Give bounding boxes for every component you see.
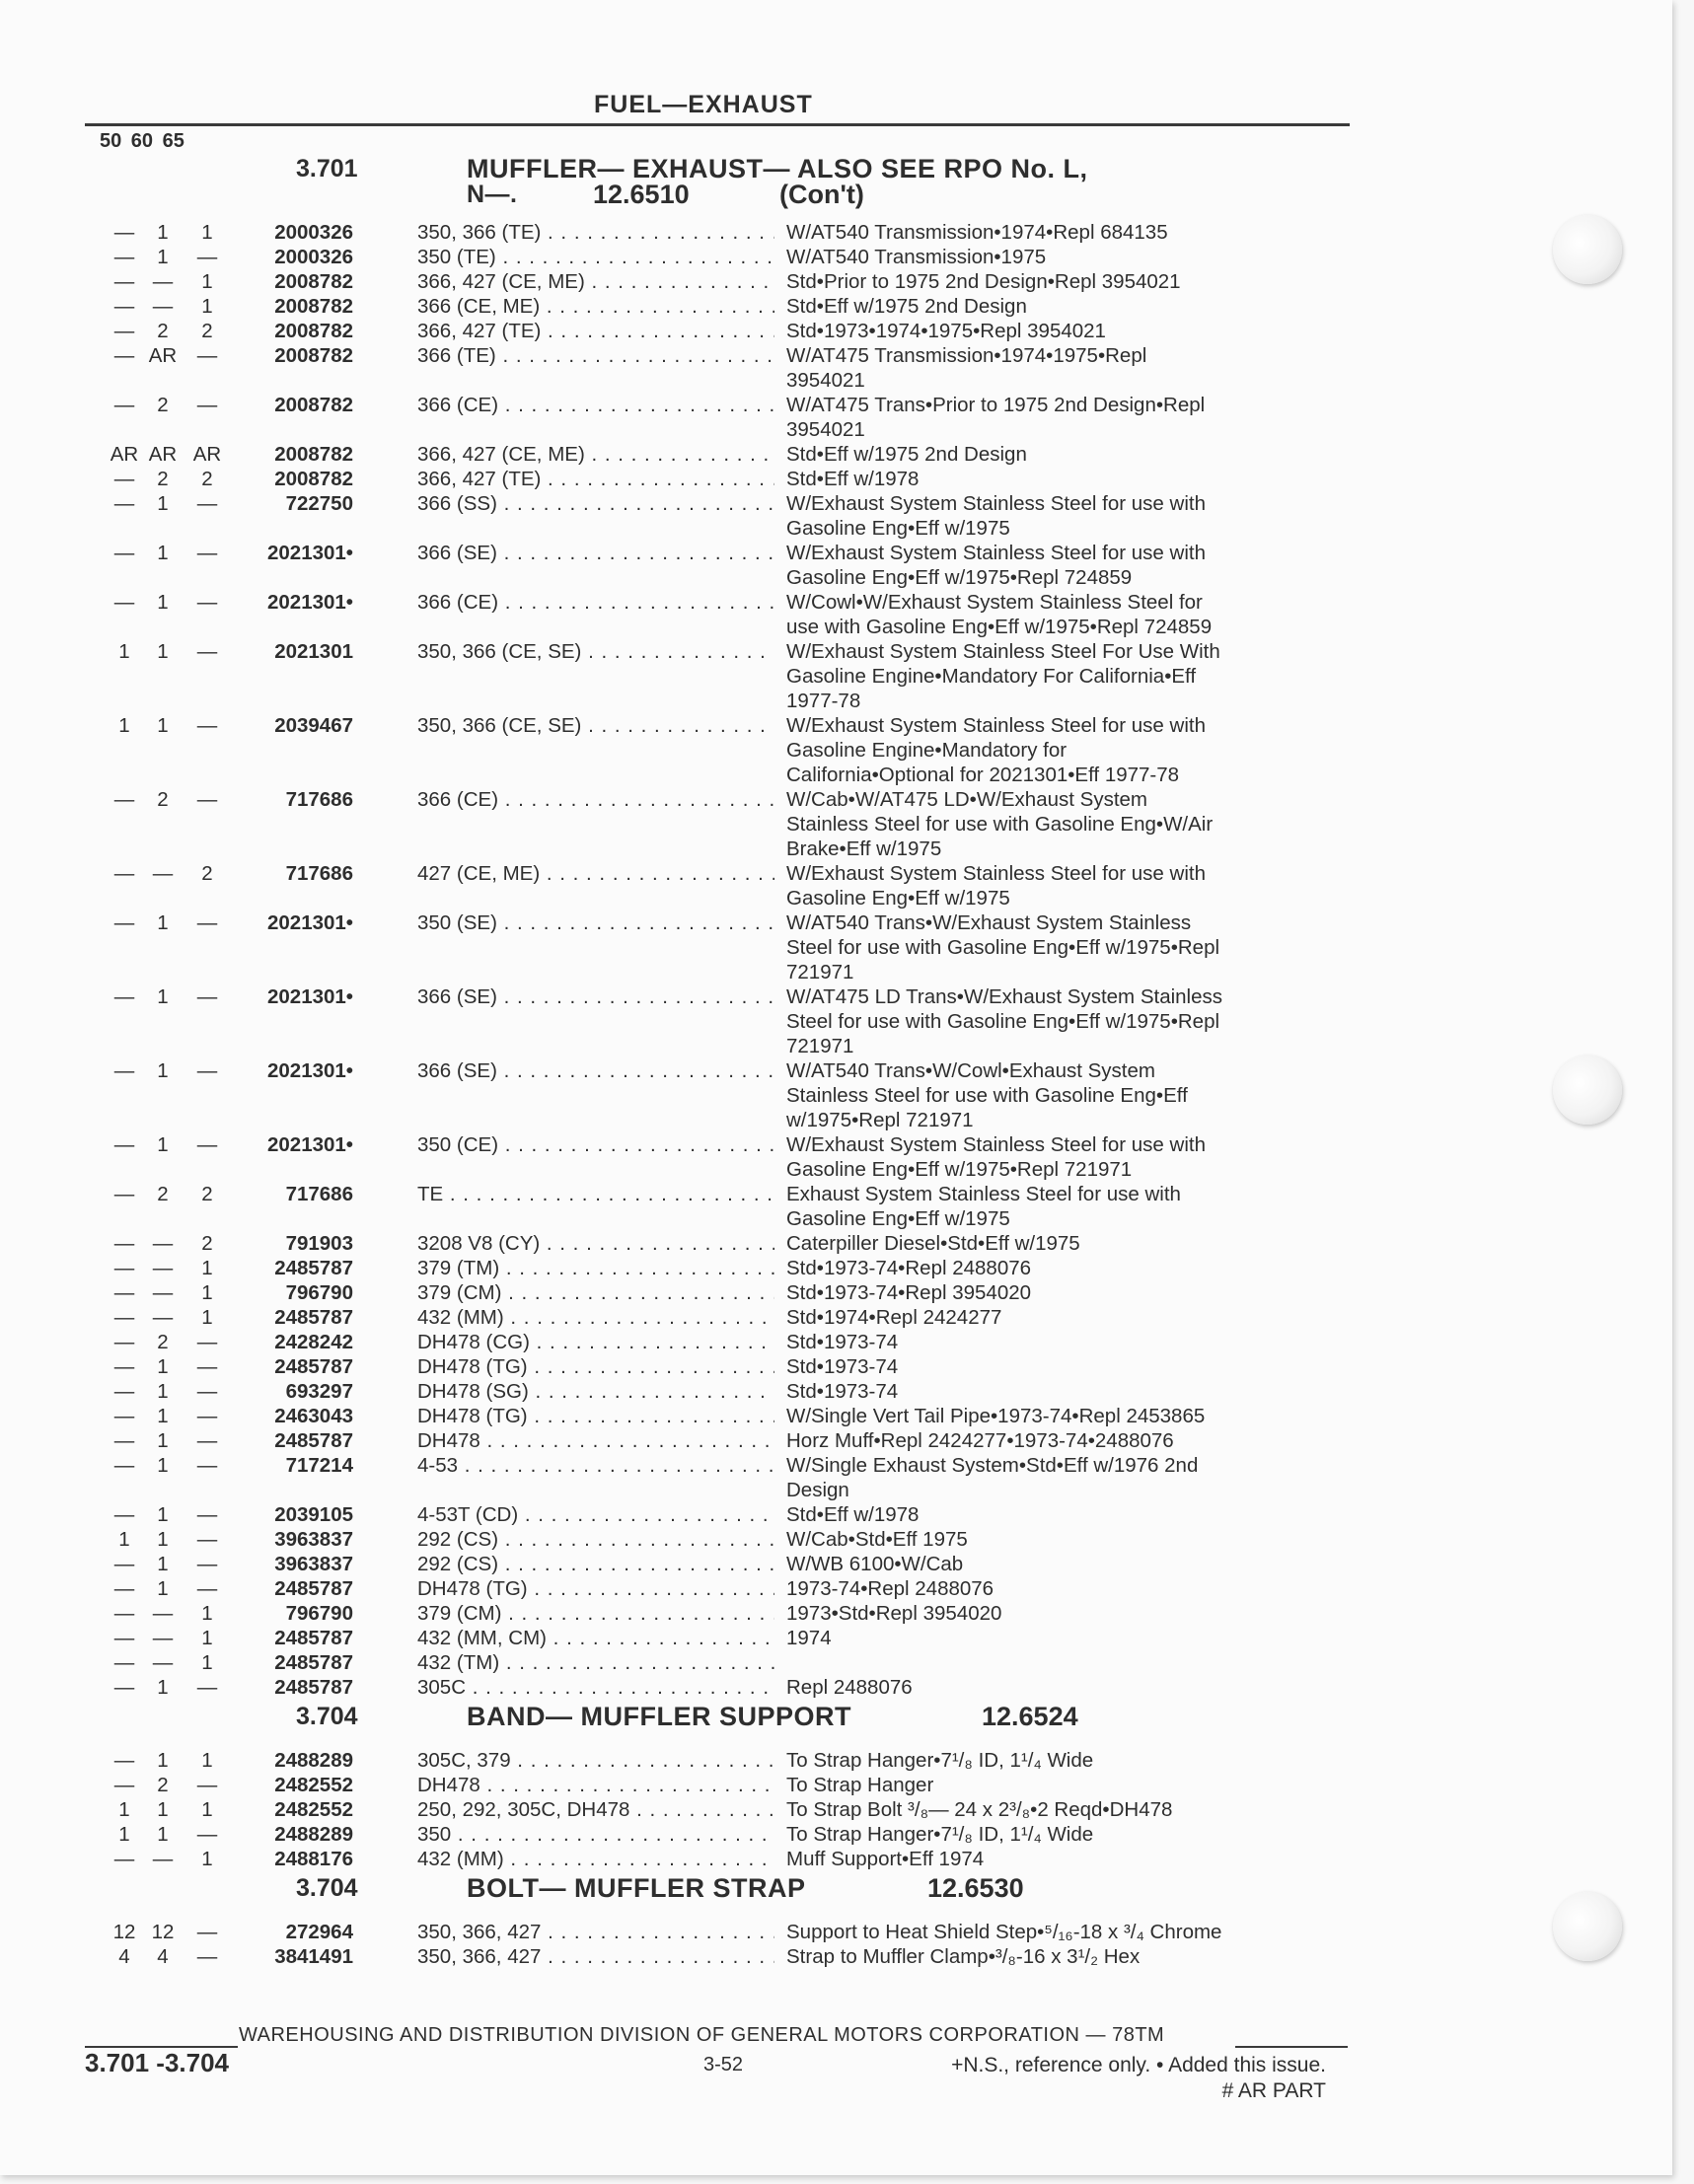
section-title: BAND— MUFFLER SUPPORT bbox=[467, 1702, 851, 1731]
quantity-cell: — bbox=[113, 1405, 135, 1427]
application: 292 (CS) . . . bbox=[417, 1552, 774, 1576]
application: 432 (TM) . . . bbox=[417, 1650, 774, 1675]
quantity-cell: 1 bbox=[157, 1429, 169, 1452]
application: 4-53T (CD) . . . bbox=[417, 1502, 774, 1527]
quantity-cell: — bbox=[196, 1355, 218, 1378]
quantity-cell: 1 bbox=[201, 270, 213, 293]
application: 432 (MM, CM) . . . bbox=[417, 1626, 774, 1650]
quantity-cell: — bbox=[196, 1676, 218, 1699]
application: 350 (SE) . . . bbox=[417, 910, 774, 935]
header-rule bbox=[85, 123, 1350, 126]
quantity-cell: AR bbox=[148, 344, 178, 367]
application: 350, 366, 427 . . . bbox=[417, 1920, 774, 1944]
part-number: 2488176 bbox=[274, 1848, 353, 1870]
quantity-cell: — bbox=[196, 1945, 218, 1968]
part-number: 693297 bbox=[285, 1380, 353, 1403]
quantity-cell: — bbox=[113, 1454, 135, 1477]
part-number: 3963837 bbox=[274, 1528, 353, 1551]
application: 366 (TE) . . . bbox=[417, 343, 774, 368]
quantity-cell: 1 bbox=[157, 246, 169, 268]
application: DH478 (TG) . . . bbox=[417, 1576, 774, 1601]
quantity-cell: — bbox=[196, 1454, 218, 1477]
part-number: 2485787 bbox=[274, 1651, 353, 1674]
quantity-cell: 1 bbox=[157, 1528, 169, 1551]
quantity-cell: — bbox=[152, 862, 174, 885]
application: 305C, 379 . . . bbox=[417, 1748, 774, 1773]
part-number: 2485787 bbox=[274, 1257, 353, 1279]
part-number: 2021301 bbox=[274, 640, 353, 663]
part-number: 2008782 bbox=[274, 295, 353, 318]
application: 366, 427 (CE, ME) . . . bbox=[417, 269, 774, 294]
application: 366 (CE) . . . bbox=[417, 787, 774, 812]
application: 250, 292, 305C, DH478 . . . bbox=[417, 1797, 774, 1822]
quantity-cell: — bbox=[196, 1331, 218, 1353]
quantity-cell: AR bbox=[192, 443, 222, 466]
quantity-cell: — bbox=[113, 1133, 135, 1156]
application: 366, 427 (TE) . . . bbox=[417, 319, 774, 343]
description: 1973-74•Repl 2488076 bbox=[786, 1577, 994, 1600]
quantity-cell: — bbox=[196, 640, 218, 663]
part-number: 2021301• bbox=[267, 911, 353, 934]
quantity-cell: — bbox=[196, 1774, 218, 1796]
quantity-cell: 1 bbox=[118, 640, 130, 663]
description: W/Single Exhaust System•Std•Eff w/1976 2nd Design bbox=[786, 1454, 1199, 1501]
quantity-cell: 1 bbox=[201, 221, 213, 244]
quantity-cell: — bbox=[113, 295, 135, 318]
footer-section-range: 3.701 -3.704 bbox=[85, 2048, 230, 2077]
quantity-cell: 1 bbox=[157, 714, 169, 737]
quantity-cell: 1 bbox=[157, 492, 169, 515]
quantity-cell: — bbox=[113, 492, 135, 515]
quantity-cell: — bbox=[113, 246, 135, 268]
quantity-cell: 1 bbox=[157, 1355, 169, 1378]
quantity-cell: 4 bbox=[157, 1945, 169, 1968]
quantity-cell: 2 bbox=[201, 1183, 213, 1205]
part-number: 2008782 bbox=[274, 320, 353, 342]
quantity-cell: 1 bbox=[157, 1823, 169, 1846]
quantity-cell: — bbox=[113, 1651, 135, 1674]
quantity-cell: — bbox=[196, 714, 218, 737]
quantity-cell: — bbox=[152, 1651, 174, 1674]
part-number: 2463043 bbox=[274, 1405, 353, 1427]
footer-ar-note: # AR PART bbox=[1221, 2079, 1326, 2102]
part-number: 2000326 bbox=[274, 221, 353, 244]
quantity-cell: — bbox=[113, 862, 135, 885]
application: 366 (CE) . . . bbox=[417, 393, 774, 417]
quantity-cell: 1 bbox=[157, 985, 169, 1008]
part-number: 2021301• bbox=[267, 542, 353, 564]
application: 427 (CE, ME) . . . bbox=[417, 861, 774, 886]
description: Std•1973-74 bbox=[786, 1331, 899, 1353]
application: DH478 (SG) . . . bbox=[417, 1379, 774, 1404]
quantity-cell: 2 bbox=[157, 1774, 169, 1796]
quantity-cell: 1 bbox=[201, 1602, 213, 1625]
description: Horz Muff•Repl 2424277•1973-74•2488076 bbox=[786, 1429, 1174, 1452]
description: Std•1973-74•Repl 3954020 bbox=[786, 1281, 1032, 1304]
application: 350, 366, 427 . . . bbox=[417, 1944, 774, 1969]
quantity-cell: — bbox=[196, 1577, 218, 1600]
application: 379 (TM) . . . bbox=[417, 1256, 774, 1280]
description: W/Cowl•W/Exhaust System Stainless Steel for use with Gasoline Eng•Eff w/1975•Repl 724859 bbox=[786, 591, 1213, 638]
application: DH478 (CG) . . . bbox=[417, 1330, 774, 1354]
quantity-cell: — bbox=[152, 270, 174, 293]
application: 432 (MM) . . . bbox=[417, 1305, 774, 1330]
part-number: 2482552 bbox=[274, 1798, 353, 1821]
quantity-cell: 12 bbox=[151, 1921, 175, 1943]
description: Std•Eff w/1975 2nd Design bbox=[786, 443, 1027, 466]
section-code: 12.6510 bbox=[593, 180, 690, 209]
description: W/Single Vert Tail Pipe•1973-74•Repl 2453865 bbox=[786, 1405, 1206, 1427]
section-number: 3.704 bbox=[296, 1703, 358, 1730]
quantity-cell: — bbox=[113, 1503, 135, 1526]
quantity-cell: — bbox=[196, 394, 218, 416]
quantity-cell: — bbox=[196, 1553, 218, 1575]
part-number: 3963837 bbox=[274, 1553, 353, 1575]
year-columns-header: 50 60 65 bbox=[100, 130, 184, 152]
quantity-cell: — bbox=[113, 1602, 135, 1625]
description: Strap to Muffler Clamp•³/₈-16 x 3¹/₂ Hex bbox=[786, 1945, 1141, 1968]
quantity-cell: 1 bbox=[157, 1577, 169, 1600]
quantity-cell: — bbox=[113, 1749, 135, 1772]
quantity-cell: — bbox=[113, 394, 135, 416]
part-number: 2021301• bbox=[267, 985, 353, 1008]
quantity-cell: — bbox=[113, 1059, 135, 1082]
binder-hole bbox=[1553, 215, 1622, 284]
application: DH478 (TG) . . . bbox=[417, 1354, 774, 1379]
quantity-cell: 1 bbox=[201, 1651, 213, 1674]
quantity-cell: 1 bbox=[157, 1059, 169, 1082]
quantity-cell: — bbox=[196, 1059, 218, 1082]
quantity-cell: 2 bbox=[201, 468, 213, 490]
description: Std•Prior to 1975 2nd Design•Repl 3954021 bbox=[786, 270, 1181, 293]
quantity-cell: 1 bbox=[157, 1380, 169, 1403]
quantity-cell: — bbox=[113, 1281, 135, 1304]
part-number: 791903 bbox=[285, 1232, 353, 1255]
quantity-cell: 1 bbox=[157, 542, 169, 564]
part-number: 796790 bbox=[285, 1602, 353, 1625]
quantity-cell: — bbox=[196, 1405, 218, 1427]
part-number: 2021301• bbox=[267, 591, 353, 614]
quantity-cell: 1 bbox=[157, 1133, 169, 1156]
quantity-cell: 1 bbox=[118, 1528, 130, 1551]
page-number: 3-52 bbox=[703, 2054, 744, 2075]
part-number: 796790 bbox=[285, 1281, 353, 1304]
description: W/AT475 LD Trans•W/Exhaust System Stainless Steel for use with Gasoline Eng•Eff w/1975•Repl 721971 bbox=[786, 985, 1223, 1057]
quantity-cell: 1 bbox=[157, 911, 169, 934]
description: To Strap Hanger bbox=[786, 1774, 934, 1796]
quantity-cell: — bbox=[196, 492, 218, 515]
quantity-cell: 1 bbox=[157, 591, 169, 614]
footer-legend: +N.S., reference only. • Added this issue. bbox=[951, 2054, 1326, 2076]
section-number: 3.701 bbox=[296, 155, 358, 182]
quantity-cell: 12 bbox=[112, 1921, 136, 1943]
quantity-cell: AR bbox=[110, 443, 139, 466]
part-number: 2021301• bbox=[267, 1059, 353, 1082]
section-title-line2: N—. bbox=[467, 181, 518, 208]
section-code: 12.6530 bbox=[927, 1873, 1024, 1903]
description: To Strap Hanger•7¹/₈ ID, 1¹/₄ Wide bbox=[786, 1749, 1094, 1772]
description: 1973•Std•Repl 3954020 bbox=[786, 1602, 1002, 1625]
quantity-cell: — bbox=[113, 911, 135, 934]
part-number: 2000326 bbox=[274, 246, 353, 268]
quantity-cell: — bbox=[152, 1257, 174, 1279]
part-number: 717686 bbox=[285, 862, 353, 885]
section-code: 12.6524 bbox=[982, 1702, 1078, 1731]
quantity-cell: 1 bbox=[201, 1848, 213, 1870]
quantity-cell: 1 bbox=[201, 1798, 213, 1821]
application: 350, 366 (CE, SE) . . . bbox=[417, 639, 774, 664]
description: W/AT540 Trans•W/Cowl•Exhaust System Stainless Steel for use with Gasoline Eng•Eff w/1975•Repl 721971 bbox=[786, 1059, 1188, 1131]
quantity-cell: — bbox=[113, 221, 135, 244]
quantity-cell: 1 bbox=[201, 1749, 213, 1772]
description: Std•Eff w/1978 bbox=[786, 1503, 920, 1526]
description: Std•1973-74 bbox=[786, 1355, 899, 1378]
part-number: 717686 bbox=[285, 788, 353, 811]
description: Std•Eff w/1978 bbox=[786, 468, 920, 490]
application: DH478 . . . bbox=[417, 1428, 774, 1453]
quantity-cell: — bbox=[196, 591, 218, 614]
description: Support to Heat Shield Step•⁵/₁₆-18 x ³/₄ Chrome bbox=[786, 1921, 1222, 1943]
quantity-cell: 2 bbox=[157, 1331, 169, 1353]
quantity-cell: 1 bbox=[201, 1281, 213, 1304]
description: To Strap Hanger•7¹/₈ ID, 1¹/₄ Wide bbox=[786, 1823, 1094, 1846]
description: W/AT540 Trans•W/Exhaust System Stainless Steel for use with Gasoline Eng•Eff w/1975•Repl 721971 bbox=[786, 911, 1220, 983]
part-number: 2008782 bbox=[274, 270, 353, 293]
part-number: 2008782 bbox=[274, 344, 353, 367]
quantity-cell: 2 bbox=[157, 468, 169, 490]
part-number: 2488289 bbox=[274, 1749, 353, 1772]
quantity-cell: — bbox=[152, 1281, 174, 1304]
application: 350, 366 (TE) . . . bbox=[417, 220, 774, 245]
part-number: 2485787 bbox=[274, 1355, 353, 1378]
description: W/Cab•Std•Eff 1975 bbox=[786, 1528, 968, 1551]
quantity-cell: 1 bbox=[157, 221, 169, 244]
description: W/WB 6100•W/Cab bbox=[786, 1553, 964, 1575]
application: DH478 (TG) . . . bbox=[417, 1404, 774, 1428]
description: W/Exhaust System Stainless Steel for use with Gasoline Eng•Eff w/1975 bbox=[786, 492, 1206, 540]
part-number: 2485787 bbox=[274, 1306, 353, 1329]
quantity-cell: — bbox=[113, 1848, 135, 1870]
application: 3208 V8 (CY) . . . bbox=[417, 1231, 774, 1256]
description: Std•1973-74 bbox=[786, 1380, 899, 1403]
quantity-cell: 2 bbox=[201, 1232, 213, 1255]
description: W/Exhaust System Stainless Steel For Use With Gasoline Engine•Mandatory For California•Eff 1977-78 bbox=[786, 640, 1220, 712]
quantity-cell: — bbox=[196, 1823, 218, 1846]
description: To Strap Bolt ³/₈— 24 x 2³/₈•2 Reqd•DH478 bbox=[786, 1798, 1173, 1821]
quantity-cell: — bbox=[152, 1627, 174, 1649]
quantity-cell: 1 bbox=[157, 1676, 169, 1699]
quantity-cell: — bbox=[196, 1528, 218, 1551]
quantity-cell: 2 bbox=[201, 320, 213, 342]
quantity-cell: 2 bbox=[157, 320, 169, 342]
quantity-cell: — bbox=[196, 1503, 218, 1526]
quantity-cell: 2 bbox=[157, 1183, 169, 1205]
description: Caterpiller Diesel•Std•Eff w/1975 bbox=[786, 1232, 1080, 1255]
description: W/Exhaust System Stainless Steel for use with Gasoline Eng•Eff w/1975 bbox=[786, 862, 1206, 910]
quantity-cell: — bbox=[113, 1257, 135, 1279]
quantity-cell: 1 bbox=[157, 1454, 169, 1477]
quantity-cell: 1 bbox=[201, 1627, 213, 1649]
part-number: 2008782 bbox=[274, 394, 353, 416]
quantity-cell: — bbox=[196, 542, 218, 564]
application: 432 (MM) . . . bbox=[417, 1847, 774, 1871]
quantity-cell: — bbox=[113, 985, 135, 1008]
quantity-cell: 1 bbox=[118, 1798, 130, 1821]
quantity-cell: 1 bbox=[118, 1823, 130, 1846]
application: TE . . . bbox=[417, 1182, 774, 1206]
description: W/AT540 Transmission•1974•Repl 684135 bbox=[786, 221, 1168, 244]
part-number: 2485787 bbox=[274, 1627, 353, 1649]
part-number: 2485787 bbox=[274, 1429, 353, 1452]
quantity-cell: — bbox=[152, 1306, 174, 1329]
quantity-cell: — bbox=[113, 320, 135, 342]
quantity-cell: — bbox=[196, 344, 218, 367]
quantity-cell: 2 bbox=[201, 862, 213, 885]
description: W/Exhaust System Stainless Steel for use with Gasoline Engine•Mandatory for California•Optional for 2021301•Eff 1977-78 bbox=[786, 714, 1206, 786]
quantity-cell: — bbox=[113, 1183, 135, 1205]
section-number: 3.704 bbox=[296, 1874, 358, 1902]
quantity-cell: 1 bbox=[201, 1257, 213, 1279]
quantity-cell: — bbox=[113, 344, 135, 367]
part-number: 2428242 bbox=[274, 1331, 353, 1353]
application: 379 (CM) . . . bbox=[417, 1601, 774, 1626]
description: W/AT540 Transmission•1975 bbox=[786, 246, 1047, 268]
application: 366 (SS) . . . bbox=[417, 491, 774, 516]
description: Repl 2488076 bbox=[786, 1676, 913, 1699]
application: 292 (CS) . . . bbox=[417, 1527, 774, 1552]
quantity-cell: — bbox=[196, 246, 218, 268]
quantity-cell: — bbox=[113, 1355, 135, 1378]
quantity-cell: 1 bbox=[157, 1503, 169, 1526]
application: 366 (CE, ME) . . . bbox=[417, 294, 774, 319]
description: W/Exhaust System Stainless Steel for use with Gasoline Eng•Eff w/1975•Repl 721971 bbox=[786, 1133, 1206, 1181]
quantity-cell: — bbox=[113, 1577, 135, 1600]
section-title: MUFFLER— EXHAUST— ALSO SEE RPO No. L, bbox=[467, 154, 1088, 183]
application: 4-53 . . . bbox=[417, 1453, 774, 1478]
quantity-cell: — bbox=[152, 1602, 174, 1625]
part-number: 717214 bbox=[285, 1454, 353, 1477]
quantity-cell: — bbox=[152, 295, 174, 318]
quantity-cell: 1 bbox=[157, 640, 169, 663]
quantity-cell: 1 bbox=[118, 714, 130, 737]
quantity-cell: 1 bbox=[157, 1405, 169, 1427]
description: Muff Support•Eff 1974 bbox=[786, 1848, 985, 1870]
part-number: 2039467 bbox=[274, 714, 353, 737]
application: DH478 . . . bbox=[417, 1773, 774, 1797]
quantity-cell: — bbox=[196, 1133, 218, 1156]
quantity-cell: — bbox=[196, 985, 218, 1008]
quantity-cell: — bbox=[113, 788, 135, 811]
description: W/AT475 Trans•Prior to 1975 2nd Design•Repl 3954021 bbox=[786, 394, 1206, 441]
part-number: 722750 bbox=[285, 492, 353, 515]
quantity-cell: 4 bbox=[118, 1945, 130, 1968]
part-number: 2008782 bbox=[274, 443, 353, 466]
quantity-cell: — bbox=[113, 1306, 135, 1329]
application: 366 (SE) . . . bbox=[417, 541, 774, 565]
quantity-cell: 1 bbox=[157, 1798, 169, 1821]
description: Std•1973-74•Repl 2488076 bbox=[786, 1257, 1032, 1279]
quantity-cell: — bbox=[196, 1921, 218, 1943]
application: 350, 366 (CE, SE) . . . bbox=[417, 713, 774, 738]
quantity-cell: — bbox=[113, 591, 135, 614]
application: 379 (CM) . . . bbox=[417, 1280, 774, 1305]
part-number: 2021301• bbox=[267, 1133, 353, 1156]
quantity-cell: — bbox=[113, 1676, 135, 1699]
application: 366, 427 (TE) . . . bbox=[417, 467, 774, 491]
quantity-cell: — bbox=[196, 788, 218, 811]
part-number: 3841491 bbox=[274, 1945, 353, 1968]
binder-hole bbox=[1553, 1892, 1622, 1961]
quantity-cell: 1 bbox=[201, 1306, 213, 1329]
section-continued: (Con't) bbox=[779, 180, 864, 209]
quantity-cell: — bbox=[113, 1553, 135, 1575]
quantity-cell: — bbox=[196, 1429, 218, 1452]
quantity-cell: 1 bbox=[157, 1553, 169, 1575]
quantity-cell: — bbox=[113, 468, 135, 490]
quantity-cell: AR bbox=[148, 443, 178, 466]
quantity-cell: 1 bbox=[157, 1749, 169, 1772]
application: 366 (CE) . . . bbox=[417, 590, 774, 615]
quantity-cell: — bbox=[113, 1331, 135, 1353]
quantity-cell: — bbox=[152, 1232, 174, 1255]
description: W/Cab•W/AT475 LD•W/Exhaust System Stainless Steel for use with Gasoline Eng•W/Air Brake•Eff w/1975 bbox=[786, 788, 1214, 860]
part-number: 2039105 bbox=[274, 1503, 353, 1526]
description: 1974 bbox=[786, 1627, 832, 1649]
description: Std•1973•1974•1975•Repl 3954021 bbox=[786, 320, 1106, 342]
binder-hole bbox=[1553, 1056, 1622, 1125]
quantity-cell: — bbox=[113, 1627, 135, 1649]
footer-publisher: WAREHOUSING AND DISTRIBUTION DIVISION OF GENERAL MOTORS CORPORATION — 78TM bbox=[239, 2024, 1165, 2046]
description: W/AT475 Transmission•1974•1975•Repl 3954021 bbox=[786, 344, 1147, 392]
description: Exhaust System Stainless Steel for use with Gasoline Eng•Eff w/1975 bbox=[786, 1183, 1181, 1230]
application: 350 . . . bbox=[417, 1822, 774, 1847]
quantity-cell: — bbox=[113, 1429, 135, 1452]
part-number: 2488289 bbox=[274, 1823, 353, 1846]
application: 350 (CE) . . . bbox=[417, 1132, 774, 1157]
quantity-cell: 1 bbox=[201, 295, 213, 318]
quantity-cell: 2 bbox=[157, 394, 169, 416]
application: 366 (SE) . . . bbox=[417, 984, 774, 1009]
quantity-cell: 2 bbox=[157, 788, 169, 811]
description: Std•1974•Repl 2424277 bbox=[786, 1306, 1002, 1329]
application: 350 (TE) . . . bbox=[417, 245, 774, 269]
quantity-cell: — bbox=[113, 270, 135, 293]
part-number: 272964 bbox=[285, 1921, 353, 1943]
part-number: 2485787 bbox=[274, 1676, 353, 1699]
quantity-cell: — bbox=[152, 1848, 174, 1870]
quantity-cell: — bbox=[113, 542, 135, 564]
application: 305C . . . bbox=[417, 1675, 774, 1700]
section-title: BOLT— MUFFLER STRAP bbox=[467, 1873, 806, 1903]
part-number: 2485787 bbox=[274, 1577, 353, 1600]
quantity-cell: — bbox=[196, 1380, 218, 1403]
part-number: 717686 bbox=[285, 1183, 353, 1205]
part-number: 2008782 bbox=[274, 468, 353, 490]
footer-rule-right bbox=[1235, 2046, 1348, 2048]
quantity-cell: — bbox=[113, 1232, 135, 1255]
quantity-cell: — bbox=[196, 911, 218, 934]
page-title: FUEL—EXHAUST bbox=[594, 91, 813, 118]
quantity-cell: — bbox=[113, 1774, 135, 1796]
description: Std•Eff w/1975 2nd Design bbox=[786, 295, 1027, 318]
description: W/Exhaust System Stainless Steel for use with Gasoline Eng•Eff w/1975•Repl 724859 bbox=[786, 542, 1206, 589]
part-number: 2482552 bbox=[274, 1774, 353, 1796]
quantity-cell: — bbox=[113, 1380, 135, 1403]
application: 366, 427 (CE, ME) . . . bbox=[417, 442, 774, 467]
application: 366 (SE) . . . bbox=[417, 1058, 774, 1083]
